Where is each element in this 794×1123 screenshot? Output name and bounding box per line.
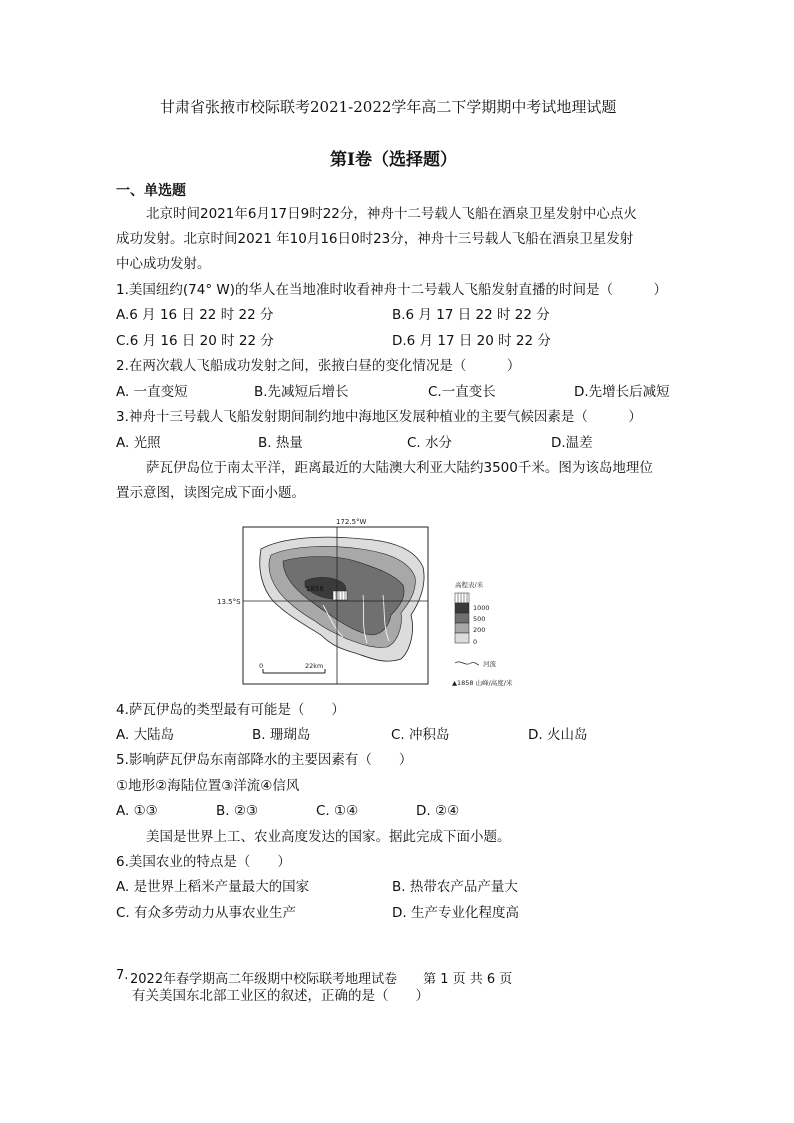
q2-option-c[interactable]: C.一直变长 — [428, 384, 496, 400]
q3-option-c[interactable]: C. 水分 — [407, 435, 453, 451]
q3-option-d[interactable]: D.温差 — [551, 435, 593, 451]
q7-stem: 有关美国东北部工业区的叙述，正确的是（ ） — [132, 988, 429, 1004]
volume-heading: 第Ⅰ卷（选择题） — [330, 150, 457, 170]
section-heading: 一、单选题 — [116, 183, 186, 199]
q1-stem: 1.美国纽约(74° W)的华人在当地准时收看神舟十二号载人飞船发射直播的时间是（ ） — [116, 282, 667, 298]
q2-option-a[interactable]: A. 一直变短 — [116, 384, 188, 400]
legend-swatch-0 — [455, 633, 469, 643]
legend-swatch-200 — [455, 623, 469, 633]
legend-value-0: 0 — [473, 638, 478, 646]
q6-option-b[interactable]: B. 热带农产品产量大 — [392, 879, 518, 895]
latitude-label: 13.5°S — [217, 598, 241, 606]
q2-option-d[interactable]: D.先增长后减短 — [574, 384, 670, 400]
q6-option-a[interactable]: A. 是世界上稻米产量最大的国家 — [116, 879, 310, 895]
scale-label: 22km — [305, 662, 324, 670]
intro1-line3: 中心成功发射。 — [116, 256, 211, 272]
legend-peak-label: ▲1858 山峰/高度/米 — [452, 679, 513, 687]
legend-title: 高程表/米 — [455, 581, 484, 589]
legend-value-200: 200 — [473, 626, 486, 634]
q5-stem: 5.影响萨瓦伊岛东南部降水的主要因素有（ ） — [116, 752, 413, 768]
q6-option-c[interactable]: C. 有众多劳动力从事农业生产 — [116, 905, 297, 921]
q3-stem: 3.神舟十三号载人飞船发射期间制约地中海地区发展种植业的主要气候因素是（ ） — [116, 409, 642, 425]
q5-option-d[interactable]: D. ②④ — [416, 803, 460, 819]
intro3: 美国是世界上工、农业高度发达的国家。据此完成下面小题。 — [146, 829, 511, 845]
intro2-line2: 置示意图，读图完成下面小题。 — [116, 485, 305, 501]
legend-swatch-500 — [455, 613, 469, 623]
q5-option-b[interactable]: B. ②③ — [216, 803, 259, 819]
q1-option-d[interactable]: D.6 月 17 日 20 时 22 分 — [392, 333, 551, 349]
scale-zero: 0 — [259, 662, 264, 670]
longitude-label: 172.5°W — [336, 518, 367, 526]
q2-stem: 2.在两次载人飞船成功发射之间，张掖白昼的变化情况是（ ） — [116, 358, 521, 374]
exam-title: 甘肃省张掖市校际联考2021-2022学年高二下学期期中考试地理试题 — [160, 98, 617, 116]
q5-factors: ①地形②海陆位置③洋流④信风 — [116, 778, 300, 794]
intro1-line1: 北京时间2021年6月17日9时22分，神舟十二号载人飞船在酒泉卫星发射中心点火 — [146, 206, 637, 222]
q4-option-a[interactable]: A. 大陆岛 — [116, 727, 175, 743]
q3-option-b[interactable]: B. 热量 — [258, 435, 303, 451]
q4-option-c[interactable]: C. 冲积岛 — [391, 727, 450, 743]
intro1-line2: 成功发射。北京时间2021 年10月16日0时23分，神舟十三号载人飞船在酒泉卫星发射 — [116, 231, 634, 247]
q1-option-a[interactable]: A.6 月 16 日 22 时 22 分 — [116, 307, 274, 323]
q5-option-a[interactable]: A. ①③ — [116, 803, 158, 819]
peak-label: 1858 — [306, 585, 324, 593]
q3-option-a[interactable]: A. 光照 — [116, 435, 161, 451]
legend-river-symbol — [455, 662, 479, 665]
q4-option-d[interactable]: D. 火山岛 — [528, 727, 588, 743]
q7-number: 7. — [116, 968, 129, 983]
q4-option-b[interactable]: B. 珊瑚岛 — [252, 727, 311, 743]
q1-option-b[interactable]: B.6 月 17 日 22 时 22 分 — [392, 307, 550, 323]
savaii-island-map — [217, 515, 533, 690]
q2-option-b[interactable]: B.先减短后增长 — [254, 384, 349, 400]
q6-stem: 6.美国农业的特点是（ ） — [116, 854, 291, 870]
q1-option-c[interactable]: C.6 月 16 日 20 时 22 分 — [116, 333, 274, 349]
legend-value-1000: 1000 — [473, 604, 490, 612]
page-footer: 2022年春学期高二年级期中校际联考地理试卷 第 1 页 共 6 页 — [130, 972, 513, 987]
q6-option-d[interactable]: D. 生产专业化程度高 — [392, 905, 519, 921]
legend-river-label: 河流 — [483, 660, 496, 668]
q5-option-c[interactable]: C. ①④ — [316, 803, 359, 819]
q4-stem: 4.萨瓦伊岛的类型最有可能是（ ） — [116, 702, 345, 718]
legend-value-500: 500 — [473, 615, 486, 623]
legend-swatch-1000 — [455, 603, 469, 613]
intro2-line1: 萨瓦伊岛位于南太平洋，距离最近的大陆澳大利亚大陆约3500千米。图为该岛地理位 — [146, 460, 653, 476]
